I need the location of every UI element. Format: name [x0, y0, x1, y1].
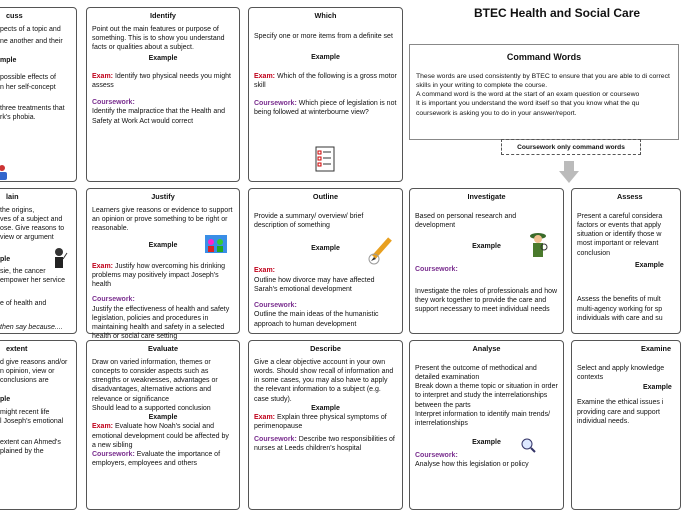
- card-title: Analyse: [472, 344, 501, 353]
- card-title: extent: [6, 344, 28, 353]
- investigate-card: [409, 188, 564, 334]
- card-desc: Specify one or more items from a definite set: [254, 32, 393, 40]
- card-desc: Break down a theme topic or situation in order to interpret and study the interrelationships between the parts: [415, 383, 558, 409]
- card-text: the origins,: [0, 206, 35, 214]
- card-desc: Interpret information to identify main trends/ interrelationships: [415, 410, 551, 428]
- card-text: extent can Ahmed's: [0, 439, 61, 447]
- coursework-text: Identify the malpractice that the Health and Safety at Work Act would correct: [92, 108, 226, 125]
- card-text: d give reasons and/or: [0, 358, 68, 366]
- discuss-card: [0, 7, 77, 182]
- example-label: ple: [0, 255, 11, 263]
- coursework-label: Coursework:: [254, 302, 297, 310]
- people-icon: [0, 164, 11, 180]
- card-text: empower her service: [0, 277, 65, 285]
- card-text: ose. Give reasons to: [0, 225, 65, 233]
- to-what-extent-card: [0, 340, 77, 510]
- assess-card: [571, 188, 681, 334]
- exam-label: Exam:: [254, 73, 276, 81]
- card-title: Evaluate: [147, 344, 178, 353]
- example-label: mple: [0, 57, 17, 65]
- example-label: Example: [472, 439, 501, 447]
- coursework-text: Investigate the roles of professionals and how they work together to provide the care and support necessary to meet individual needs: [415, 287, 558, 314]
- exam-label: Exam:: [92, 262, 114, 270]
- exam-label: Exam:: [254, 267, 276, 275]
- card-desc: Select and apply knowledge contexts: [577, 364, 665, 381]
- evaluate-card: [86, 340, 240, 510]
- card-text: sie, the cancer: [0, 267, 46, 275]
- card-text: e of health and: [0, 300, 47, 308]
- command-words-title: Command Words: [506, 52, 582, 62]
- exam-text: Evaluate how Noah's social and emotional development could be affected by a new sibling: [92, 423, 229, 449]
- example-label: Example: [311, 245, 340, 253]
- card-text: pects of a topic and: [0, 25, 61, 33]
- card-title: Investigate: [467, 192, 506, 201]
- outline-card: [248, 188, 403, 334]
- coursework-text: Analyse how this legislation or policy: [415, 460, 529, 468]
- card-text: n her self-concept: [0, 83, 56, 91]
- example-label: Example: [148, 55, 178, 63]
- card-title: Which: [314, 11, 337, 20]
- card-desc: Give a clear objective account in your own words. Should show recall of information and in some cases, you may also have to apply the relevant information to a subject (e.g. case study).: [254, 358, 394, 403]
- card-title: Identify: [150, 11, 176, 20]
- teacher-icon: [51, 247, 67, 269]
- example-label: Example: [635, 261, 664, 269]
- coursework-label: Coursework:: [254, 435, 297, 443]
- example-label: Example: [311, 404, 340, 412]
- coursework-text: Examine the ethical issues i providing care and support individual needs.: [577, 399, 664, 425]
- exam-text: Explain three physical symptoms of perimenopause: [254, 414, 387, 431]
- card-desc: Should lead to a supported conclusion: [92, 404, 211, 412]
- which-card: [248, 7, 403, 182]
- coursework-text: Evaluate the importance of employers, employees and others: [92, 450, 221, 468]
- card-text: possible effects of: [0, 74, 56, 82]
- card-text: rk's phobia.: [0, 114, 36, 122]
- justify-card: [86, 188, 240, 341]
- exam-label: Exam:: [92, 72, 114, 80]
- describe-card: [248, 340, 403, 510]
- card-text: ne another and their: [0, 37, 63, 45]
- command-words-intro: These words are used consistently by BTEC to ensure that you are able to di correct skills in your writing to complete the course.: [416, 72, 670, 90]
- pencil-icon: [366, 237, 392, 265]
- scales-people-icon: [205, 235, 227, 253]
- card-title: Assess: [617, 192, 643, 201]
- card-title: Outline: [312, 192, 339, 201]
- identify-card: [86, 7, 240, 182]
- exam-label: Exam:: [92, 423, 114, 431]
- coursework-label: Coursework:: [254, 99, 297, 107]
- coursework-text: Assess the benefits of mult multi-agency working for sp individuals with care and su: [577, 296, 663, 322]
- coursework-text: Justify the effectiveness of health and safety legislation, policies and procedures in maintaining health and safety in a selected health or social care setting: [92, 305, 230, 341]
- card-desc: Point out the main features or purpose of something. This is to show you understand facts or qualities about a subject.: [92, 25, 225, 52]
- card-text: l Joseph's emotional: [0, 417, 64, 425]
- magnifier-icon: [520, 437, 536, 453]
- examine-card: [571, 340, 681, 510]
- example-label: Example: [148, 414, 178, 422]
- coursework-label: Coursework:: [92, 296, 135, 304]
- card-text: ves of a subject and: [0, 215, 63, 223]
- coursework-label: Coursework:: [415, 266, 458, 274]
- command-words-text: A command word is the word at the start of an exam question or coursewo: [416, 91, 640, 99]
- exam-text: Outline how divorce may have affected Sarah's emotional development: [254, 276, 375, 293]
- card-title: Describe: [310, 344, 341, 353]
- coursework-label: Coursework:: [92, 450, 135, 458]
- card-desc: Present the outcome of methodical and detailed examination: [415, 364, 537, 381]
- card-title: Examine: [641, 344, 672, 353]
- card-title: Justify: [151, 192, 175, 201]
- card-desc: Provide a summary/ overview/ brief description of something: [254, 212, 364, 229]
- card-desc: Draw on varied information, themes or concepts to consider aspects such as strengths or weaknesses, advantages or disadvantages, alternative actions and relevance or significance: [92, 358, 218, 403]
- coursework-text: Which piece of legislation is not being followed at winterbourne view?: [254, 99, 397, 116]
- example-label: ple: [0, 396, 11, 404]
- exam-label: Exam:: [254, 414, 276, 422]
- coursework-text: Outline the main ideas of the humanistic approach to human development: [254, 311, 379, 328]
- example-label: Example: [472, 243, 501, 251]
- explain-card: [0, 188, 77, 334]
- card-text: n opinion, view or: [0, 367, 55, 375]
- card-text: three treatments that: [0, 104, 65, 112]
- coursework-only-label: Coursework only command words: [501, 139, 641, 155]
- down-arrow-icon: [559, 161, 579, 183]
- command-words-text: It is important you understand the word itself so that you know what the qu coursework is asking you to do in your answer/report.: [416, 100, 640, 117]
- coursework-label: Coursework:: [415, 451, 458, 459]
- coursework-text: Describe two responsibilities of nurses at Leeds children's hospital: [254, 435, 395, 452]
- exam-text: Justify how overcoming his drinking problems may positively impact Joseph's health: [92, 262, 226, 289]
- card-text: might recent life: [0, 408, 50, 416]
- coursework-label: Coursework:: [92, 99, 135, 107]
- card-desc: Learners give reasons or evidence to support an opinion or prove something to be right or reasonable.: [92, 206, 233, 233]
- exam-text: Which of the following is a gross motor skill: [254, 73, 397, 90]
- analyse-card: [409, 340, 564, 510]
- card-title: cuss: [6, 11, 23, 20]
- example-label: Example: [311, 53, 340, 61]
- checklist-icon: [315, 146, 335, 172]
- card-text: view or argument: [0, 234, 54, 242]
- card-text: conclusions are: [0, 377, 49, 385]
- card-desc: Based on personal research and development: [415, 212, 517, 229]
- card-text: plained by the: [0, 448, 44, 456]
- example-label: Example: [148, 242, 178, 250]
- card-title: lain: [6, 192, 19, 201]
- card-text: then say because....: [0, 323, 63, 331]
- exam-text: Identify two physical needs you might assess: [92, 72, 231, 89]
- card-desc: Present a careful considera factors or events that apply situation or identify those w most important or relevant conclusion: [577, 212, 663, 257]
- example-label: Example: [643, 384, 672, 392]
- detective-icon: [528, 231, 548, 259]
- page-title: BTEC Health and Social Care: [474, 6, 641, 20]
- command-words-panel: [409, 44, 679, 140]
